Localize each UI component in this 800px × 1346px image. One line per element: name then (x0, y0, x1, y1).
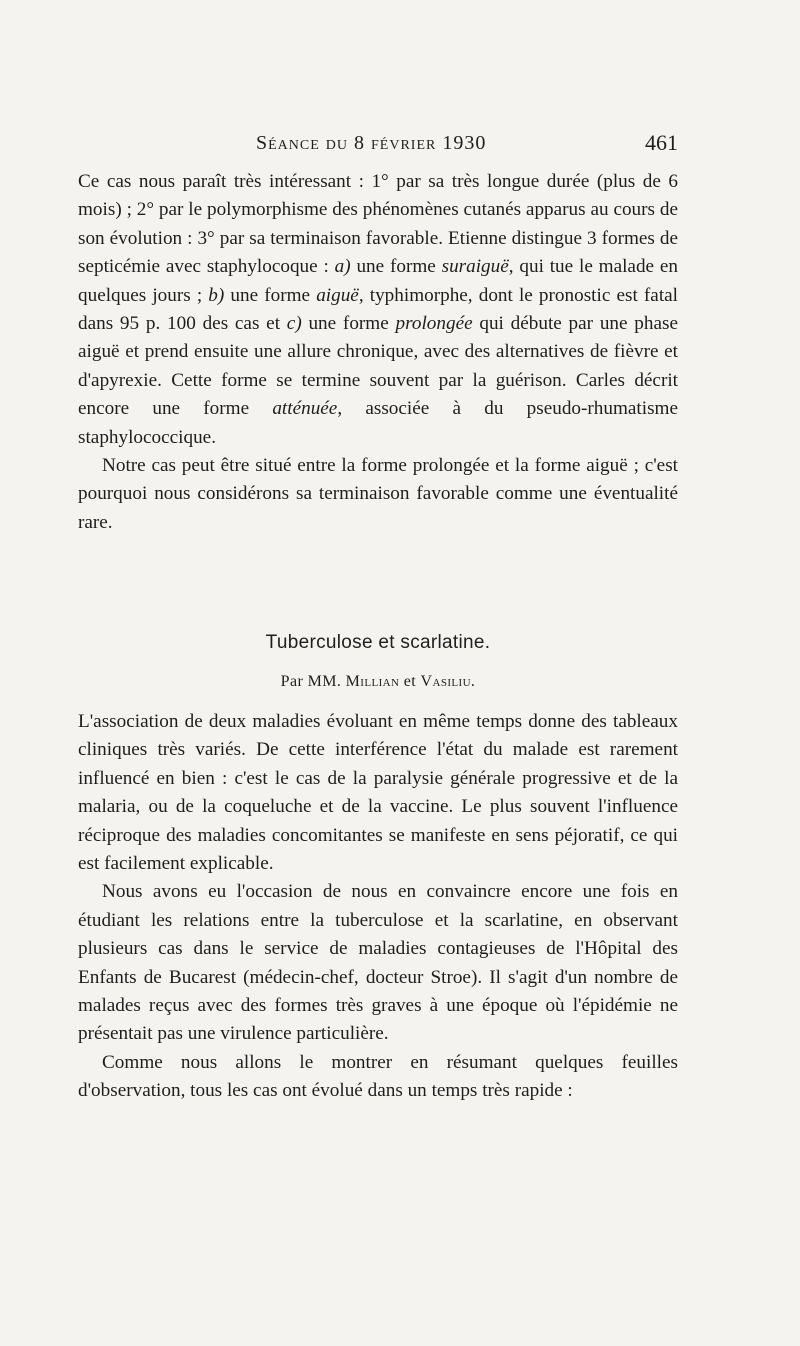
author-name: Vasiliu. (420, 673, 476, 690)
byline-conjunction: et (403, 673, 417, 690)
article-title: Tuberculose et scarlatine. (265, 632, 491, 653)
text-run: qui débute par une phase aiguë et prend ensuite une allure chronique, avec des alternatives de fièvre et d'apyrexie. Cette forme se termine souvent par la guérison. Carles décrit encore une forme (78, 313, 678, 420)
paragraph: Nous avons eu l'occasion de nous en convaincre encore une fois en étudiant les relations entre la tuberculose et la scarlatine, en observant plusieurs cas dans le service de maladies contagieuses de l'Hôpital des Enfants de Bucarest (médecin-chef, docteur Stroe). Il s'agit d'un nombre de malades reçus avec des formes très graves à une époque où l'épidémie ne présentait pas une virulence particulière. (78, 881, 678, 1045)
enum-label: c) (286, 313, 302, 335)
article-body (78, 708, 678, 1106)
author-name: Millian (345, 673, 400, 690)
article-byline (78, 673, 678, 691)
text-run: , associée à du pseudo-rhumatisme staphylococcique. (78, 398, 678, 448)
text-run: une forme (301, 313, 396, 335)
paragraph: Comme nous allons le montrer en résumant quelques feuilles d'observation, tous les cas ont évolué dans un temps très rapide : (78, 1051, 678, 1102)
running-head-title: Séance du 8 février 1930 (256, 132, 487, 154)
emphasis: prolongée (395, 313, 473, 335)
enum-label: a) (334, 256, 351, 278)
byline-prefix: Par MM. (280, 673, 342, 690)
emphasis: suraiguë (441, 256, 509, 278)
text-run: Ce cas nous paraît très intéressant : 1° par sa très longue durée (plus de 6 mois) ; 2° par le polymorphisme des phénomènes cutanés apparus au cours de son évolution : 3° par sa terminaison favorable. Etienne distingue 3 formes de septicémie avec staphylocoque : (78, 171, 678, 278)
text-run: une forme (350, 256, 442, 278)
running-head (78, 124, 678, 160)
paragraph: Notre cas peut être situé entre la forme prolongée et la forme aiguë ; c'est pourquoi nous considérons sa terminaison favorable comme une éventualité rare. (78, 455, 678, 533)
section-body-previous (78, 168, 678, 537)
page-number: 461 (645, 130, 678, 155)
enum-label: b) (208, 284, 225, 306)
text-run: une forme (224, 284, 317, 306)
emphasis: atténuée (272, 398, 338, 420)
text-run: , typhimorphe, dont le pronostic est fatal dans 95 p. 100 des cas et (78, 284, 678, 335)
paragraph (78, 168, 678, 452)
emphasis: aiguë (316, 284, 359, 306)
paragraph: L'association de deux maladies évoluant en même temps donne des tableaux cliniques très variés. De cette interférence l'état du malade est rarement influencé en bien : c'est le cas de la paralysie générale progressive et de la malaria, ou de la coqueluche et de la vaccine. Le plus souvent l'influence réciproque des maladies concomitantes se manifeste en sens péjoratif, ce qui est facilement explicable. (78, 711, 678, 875)
text-run: , qui tue le malade en quelques jours ; (78, 256, 678, 306)
